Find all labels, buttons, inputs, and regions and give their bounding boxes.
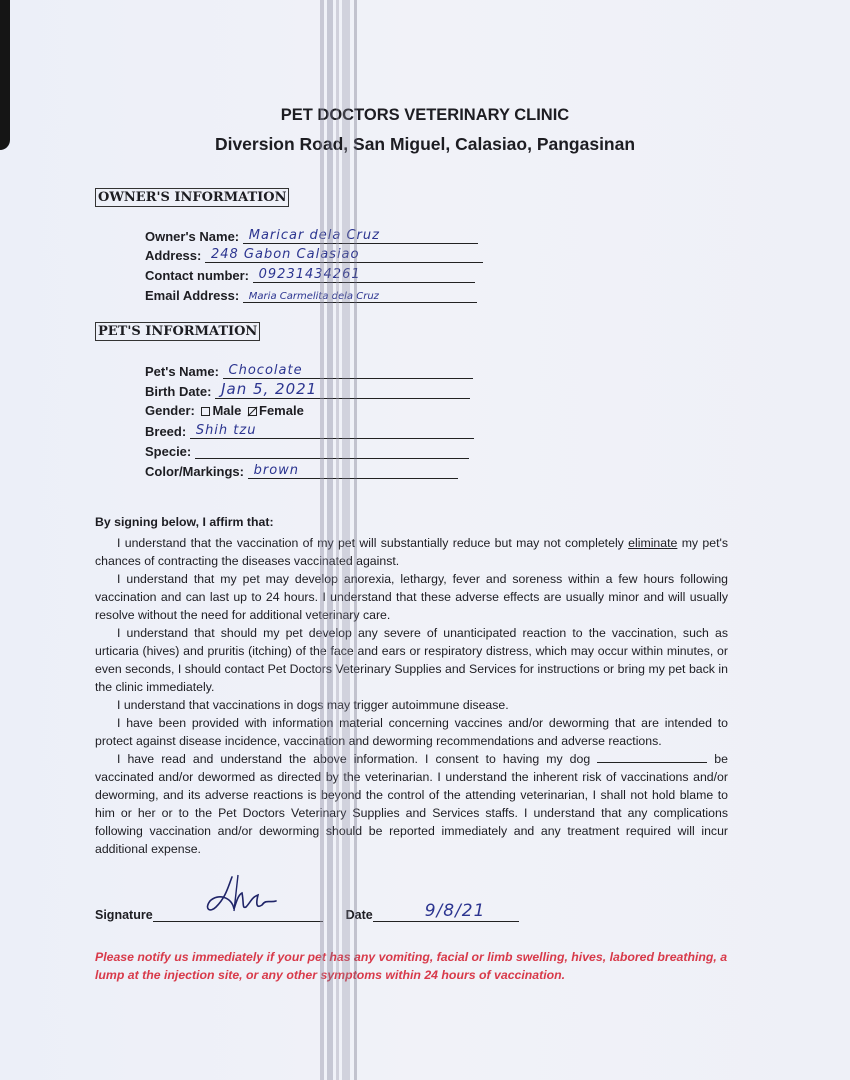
female-checkbox[interactable] <box>248 407 257 416</box>
owner-name-value: Maricar dela Cruz <box>248 228 380 243</box>
pet-color-line[interactable] <box>248 463 458 479</box>
pet-name-line[interactable] <box>223 363 473 379</box>
pet-birth-row <box>145 380 470 399</box>
pet-breed-row <box>145 423 474 439</box>
date-line[interactable] <box>373 901 519 922</box>
male-label: Male <box>212 403 242 418</box>
consent-paragraph-5: I have been provided with information material concerning vaccines and/or deworming that are intended to protect against disease incidence, vaccination and deworming recommendations and adverse reactions. <box>95 716 728 748</box>
pet-gender-row <box>145 403 304 418</box>
signature-label: Signature <box>95 908 153 922</box>
female-label: Female <box>259 403 304 418</box>
consent-p6-text-end: be vaccinated and/or dewormed as directed by the veterinarian. I understand the inherent risk of vaccinations and/or deworming, and its adverse reactions is beyond the control of the attending veterinarian, I shall not hold blame to him or her or to the Pet Doctors Veterinary Supplies and Services staffs. I understand that any complications following vaccination and/or deworming should be reported immediately and any treatment required will incur additional expense. <box>95 752 728 856</box>
pet-gender-label: Gender: <box>145 403 195 418</box>
owner-address-label: Address: <box>145 248 202 263</box>
owner-contact-row <box>145 267 475 283</box>
pet-color-label: Color/Markings: <box>145 464 244 479</box>
affirm-intro: By signing below, I affirm that: <box>95 515 274 529</box>
owner-name-row <box>145 228 478 244</box>
clinic-address: Diversion Road, San Miguel, Calasiao, Pangasinan <box>214 134 636 154</box>
owner-email-line[interactable] <box>243 287 477 303</box>
owner-email-value: Maria Carmelita dela Cruz <box>248 291 379 302</box>
dog-name-blank[interactable] <box>597 750 707 763</box>
pet-breed-line[interactable] <box>190 423 474 439</box>
consent-p1-text-end: my pet's chances of contracting the diseases vaccinated against. <box>95 536 728 568</box>
owner-contact-value: 09231434261 <box>258 267 361 282</box>
owner-contact-label: Contact number: <box>145 268 249 283</box>
owner-name-line[interactable] <box>243 228 478 244</box>
clinic-name: PET DOCTORS VETERINARY CLINIC <box>280 106 570 124</box>
owner-address-value: 248 Gabon Calasiao <box>210 247 360 262</box>
date-value: 9/8/21 <box>424 901 486 921</box>
owner-name-label: Owner's Name: <box>145 229 240 244</box>
owner-address-row <box>145 247 483 263</box>
consent-p1-text: I understand that the vaccination of my pet will substantially reduce but may not completely <box>117 536 629 550</box>
consent-paragraph-2: I understand that my pet may develop anorexia, lethargy, fever and soreness within a few hours following vaccination and can last up to 24 hours. I understand that these adverse effects are usually minor and will usually resolve without the need for additional veterinary care. <box>95 572 728 622</box>
signature-line[interactable] <box>153 905 323 922</box>
owner-email-label: Email Address: <box>145 288 240 303</box>
pet-name-row <box>145 363 473 379</box>
pet-section-heading: PET'S INFORMATION <box>95 322 260 341</box>
pet-specie-line[interactable] <box>195 443 469 459</box>
pet-name-value: Chocolate <box>228 363 303 378</box>
pet-birth-value: Jan 5, 2021 <box>221 380 318 398</box>
consent-p6-text: I have read and understand the above information. I consent to having my dog <box>117 752 598 766</box>
pet-specie-label: Specie: <box>145 444 192 459</box>
consent-paragraph-6 <box>95 750 728 858</box>
pet-name-label: Pet's Name: <box>145 364 219 379</box>
pet-breed-label: Breed: <box>145 424 187 439</box>
date-label: Date <box>345 908 373 922</box>
pet-breed-value: Shih tzu <box>195 423 257 438</box>
notice-text: Please notify us immediately if your pet has any vomiting, facial or limb swelling, hives, labored breathing, a lump at the injection site, or any other symptoms within 24 hours of vaccination. <box>95 950 728 982</box>
consent-paragraph-3: I understand that should my pet develop any severe of unanticipated reaction to the vaccination, such as urticaria (hives) and pruritis (itching) of the face and ears or respiratory distress, which may occur within minutes, or even seconds, I should contact Pet Doctors Veterinary Supplies and Services for instructions or bring my pet back in the clinic immediately. <box>95 626 728 694</box>
pet-specie-row <box>145 443 469 459</box>
pet-color-value: brown <box>253 463 300 478</box>
signature-row <box>95 901 519 922</box>
consent-text <box>95 534 728 858</box>
owner-contact-line[interactable] <box>253 267 475 283</box>
owner-address-line[interactable] <box>205 247 483 263</box>
owner-email-row <box>145 287 477 303</box>
pet-birth-line[interactable] <box>215 380 470 399</box>
scan-edge <box>0 0 10 150</box>
pet-birth-label: Birth Date: <box>145 384 212 399</box>
signature-mark <box>198 873 288 921</box>
male-checkbox[interactable] <box>201 407 210 416</box>
pet-color-row <box>145 463 458 479</box>
consent-p1-underlined: eliminate <box>628 536 678 550</box>
consent-paragraph-1 <box>95 534 728 570</box>
owner-section-heading: OWNER'S INFORMATION <box>95 188 289 207</box>
consent-paragraph-4: I understand that vaccinations in dogs may trigger autoimmune disease. <box>117 698 509 712</box>
